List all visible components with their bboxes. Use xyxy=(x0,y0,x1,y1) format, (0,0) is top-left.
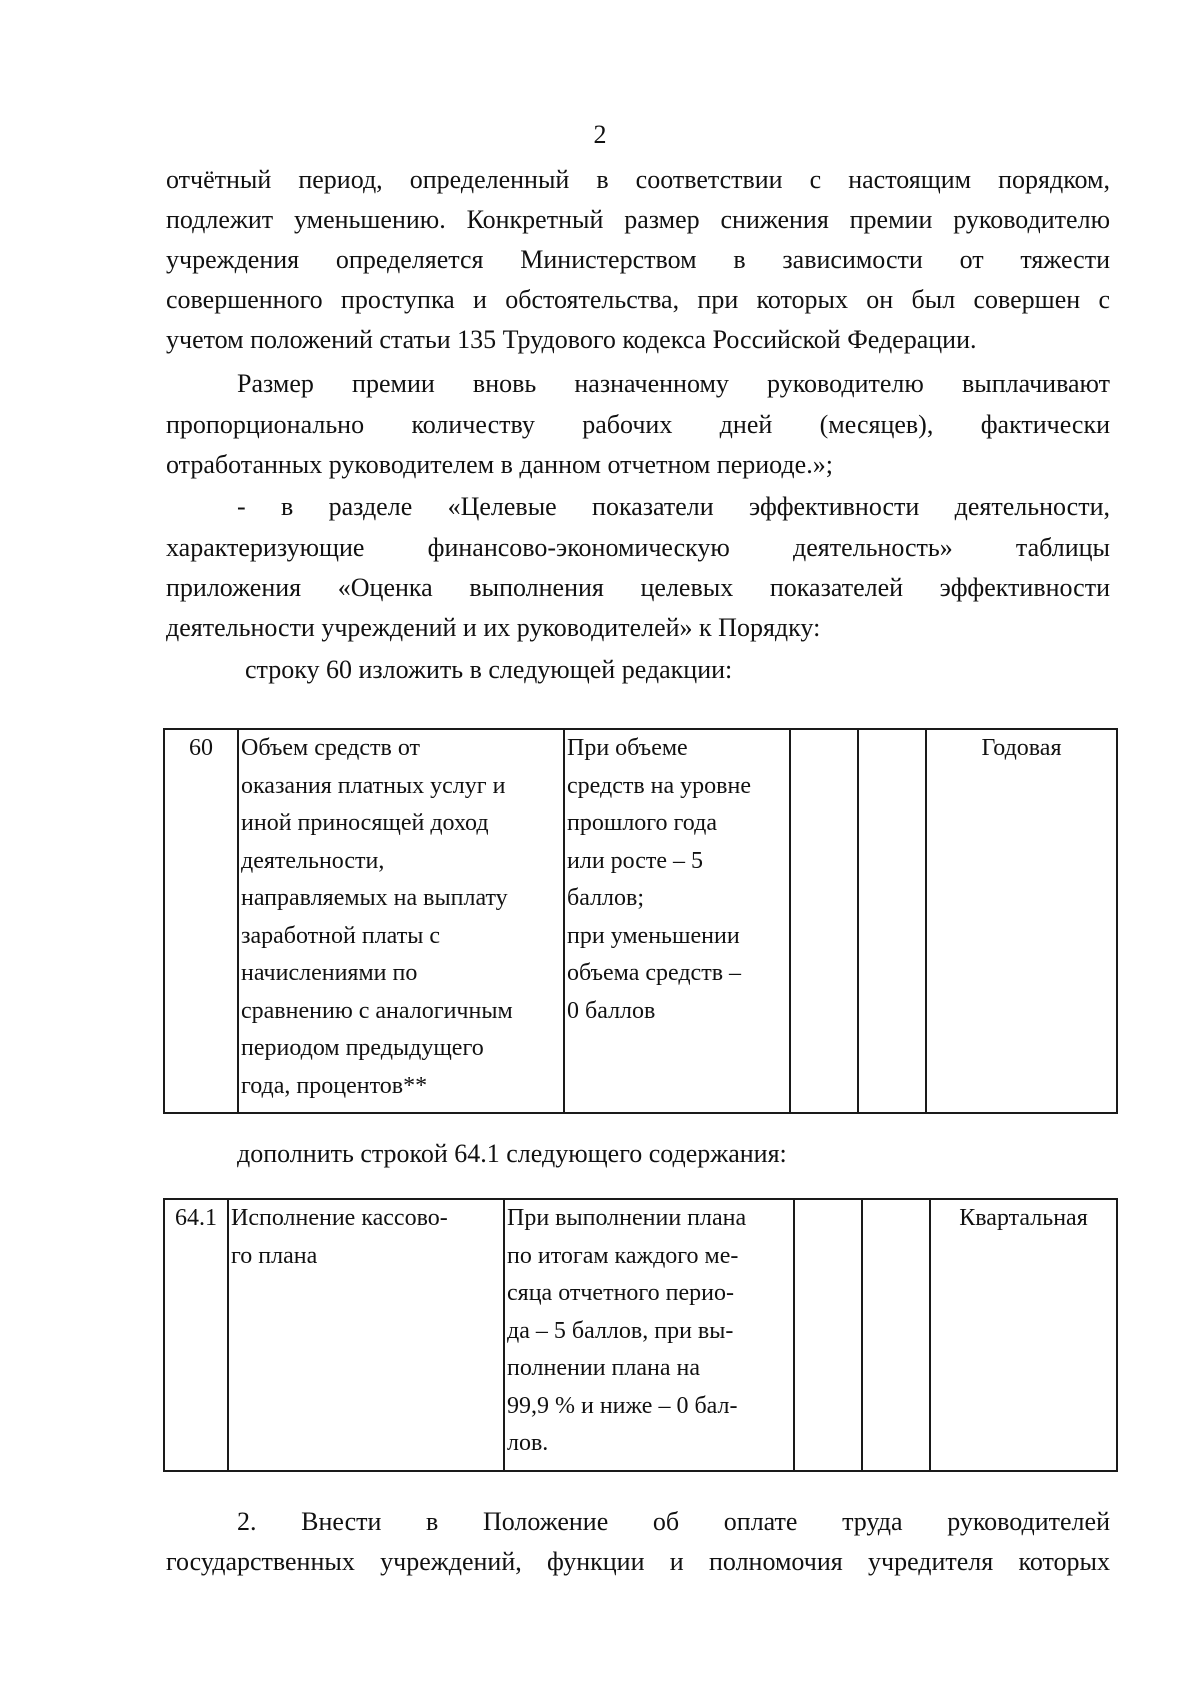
row-60-criteria-line: средств на уровне xyxy=(567,772,751,799)
row-64-1-criteria-line: При выполнении плана xyxy=(507,1205,747,1231)
instruction-row-64-1: дополнить строкой 64.1 следующего содержания: xyxy=(237,1139,787,1168)
row-64-1-periodicity-cell xyxy=(930,1199,1117,1471)
row-60-criteria-line: баллов; xyxy=(567,885,645,911)
paragraph-1-line-2: подлежит уменьшению. Конкретный размер снижения премии руководителю xyxy=(166,205,1110,234)
row-60-number-cell xyxy=(164,729,238,1113)
paragraph-6-line-2: государственных учреждений, функции и полномочия учредителя которых xyxy=(166,1547,1110,1576)
row-60-number: 60 xyxy=(189,735,213,761)
row-64-1-column-4-cell xyxy=(794,1199,862,1471)
paragraph-1-line-5: учетом положений статьи 135 Трудового кодекса Российской Федерации. xyxy=(166,325,977,354)
row-60-indicator-cell xyxy=(238,729,564,1113)
row-60-indicator-line: Объем средств от xyxy=(241,735,421,761)
row-60-periodicity-cell xyxy=(926,729,1117,1113)
row-60-indicator-line: заработной платы с xyxy=(241,922,440,949)
row-60-indicator-line: оказания платных услуг и xyxy=(241,772,506,799)
row-64-1-periodicity: Квартальная xyxy=(959,1205,1088,1231)
paragraph-1-line-1: отчётный период, определенный в соответствии с настоящим порядком, xyxy=(166,165,1110,194)
row-60-column-5-cell xyxy=(858,729,926,1113)
row-64-1-number-cell xyxy=(164,1199,228,1471)
row-60-indicator-line: года, процентов** xyxy=(241,1072,428,1099)
row-64-1-criteria-line: 99,9 % и ниже – 0 бал- xyxy=(507,1392,738,1419)
paragraph-3-line-3: приложения «Оценка выполнения целевых показателей эффективности xyxy=(166,573,1110,602)
paragraph-1-line-3: учреждения определяется Министерством в зависимости от тяжести xyxy=(166,245,1110,274)
row-64-1-criteria-line: да – 5 баллов, при вы- xyxy=(507,1317,734,1344)
paragraph-3-line-4: деятельности учреждений и их руководителей» к Порядку: xyxy=(166,613,821,642)
row-60-periodicity: Годовая xyxy=(981,735,1062,761)
row-64-1-criteria-line: сяца отчетного перио- xyxy=(507,1280,734,1306)
row-64-1-criteria-line: по итогам каждого ме- xyxy=(507,1242,739,1269)
row-64-1-criteria-line: лов. xyxy=(507,1430,549,1456)
row-60-criteria-cell xyxy=(564,729,790,1113)
paragraph-3-line-2: характеризующие финансово-экономическую деятельность» таблицы xyxy=(166,533,1110,562)
row-60-indicator-line: периодом предыдущего xyxy=(241,1035,484,1061)
row-64-1-indicator-line: го плана xyxy=(231,1242,318,1269)
row-64-1-indicator-line: Исполнение кассово- xyxy=(231,1205,448,1231)
row-60-indicator-line: начислениями по xyxy=(241,960,418,986)
row-60-indicator-line: деятельности, xyxy=(241,847,385,874)
paragraph-2-line-3: отработанных руководителем в данном отчетном периоде.»; xyxy=(166,450,833,479)
row-64-1-criteria-line: полнении плана на xyxy=(507,1355,700,1381)
row-64-1-indicator-cell xyxy=(228,1199,504,1471)
row-60-criteria-line: при уменьшении xyxy=(567,922,740,949)
row-64-1-column-5-cell xyxy=(862,1199,930,1471)
paragraph-2-line-1: Размер премии вновь назначенному руководителю выплачивают xyxy=(237,369,1110,398)
row-64-1-criteria-cell xyxy=(504,1199,794,1471)
paragraph-6-line-1: 2. Внести в Положение об оплате труда руководителей xyxy=(237,1507,1110,1536)
table-row-64-1 xyxy=(163,1198,1118,1472)
paragraph-3-line-1: - в разделе «Целевые показатели эффективности деятельности, xyxy=(237,492,1110,521)
paragraph-2-line-2: пропорционально количеству рабочих дней (месяцев), фактически xyxy=(166,410,1110,439)
row-60-indicator-line: направляемых на выплату xyxy=(241,885,508,911)
page-number: 2 xyxy=(593,120,607,149)
row-60-criteria-line: При объеме xyxy=(567,735,688,761)
table-row-60 xyxy=(163,728,1118,1114)
row-60-criteria-line: объема средств – xyxy=(567,960,742,986)
row-60-criteria-line: прошлого года xyxy=(567,810,717,836)
row-60-criteria-line: 0 баллов xyxy=(567,997,656,1024)
row-60-column-4-cell xyxy=(790,729,858,1113)
row-60-criteria-line: или росте – 5 xyxy=(567,847,704,874)
row-64-1-number: 64.1 xyxy=(175,1205,217,1231)
paragraph-1-line-4: совершенного проступка и обстоятельства, при которых он был совершен с xyxy=(166,285,1110,314)
instruction-row-60: строку 60 изложить в следующей редакции: xyxy=(245,655,733,684)
row-60-indicator-line: сравнению с аналогичным xyxy=(241,997,513,1024)
row-60-indicator-line: иной приносящей доход xyxy=(241,810,489,836)
